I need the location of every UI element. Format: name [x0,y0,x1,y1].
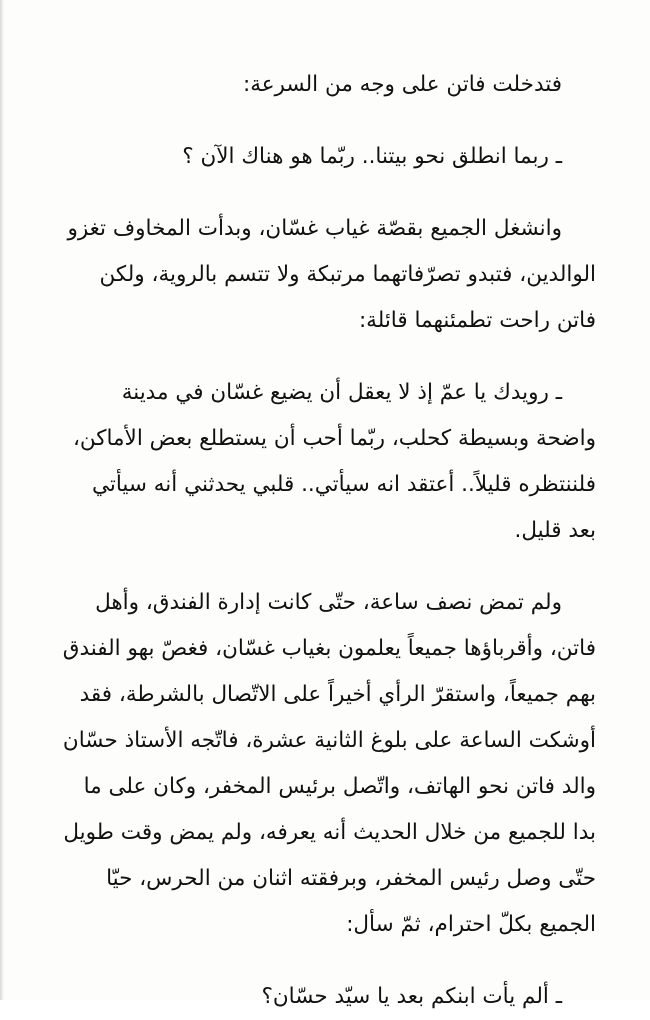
text-line: واضحة وبسيطة كحلب، ربّما أحب أن يستطلع بعض الأماكن، [72,426,596,451]
paragraph-4 [44,370,596,554]
text-line: بدا للجميع من خلال الحديث أنه يعرفه، ولم يمض وقت طويل [63,820,596,845]
text-line: فتدخلت فاتن على وجه من السرعة: [242,72,562,97]
text-line: الوالدين، فتبدو تصرّفاتهما مرتبكة ولا تتسم بالروية، ولكن [99,262,596,287]
text-line: فاتن، وأقرباؤها جميعاً يعلمون بغياب غسّان، فغصّ بهو الفندق [62,636,596,661]
paragraph-2 [44,134,596,180]
text-line: ـ ألم يأت ابنكم بعد يا سيّد حسّان؟ [261,984,562,1009]
text-line: فاتن راحت تطمئنهما قائلة: [358,308,596,333]
text-line: بعد قليل. [514,518,596,543]
paragraph-5 [44,580,596,948]
text-line: الجميع بكلّ احترام، ثمّ سأل: [346,912,596,937]
paragraph-1 [44,62,596,108]
text-line: والد فاتن نحو الهاتف، واتّصل برئيس المخفر، وكان على ما [83,774,596,799]
text-line: ـ ربما انطلق نحو بيتنا.. ربّما هو هناك الآن ؟ [182,144,562,169]
body-text [44,62,596,1020]
text-line: فلننتظره قليلاً.. أعتقد انه سيأتي.. قلبي يحدثني أنه سيأتي [91,472,596,497]
page-edge-shadow [0,0,4,1000]
text-line: ـ رويدك يا عمّ إذ لا يعقل أن يضيع غسّان في مدينة [121,380,562,405]
paragraph-6 [44,974,596,1020]
text-line: ولم تمض نصف ساعة، حتّى كانت إدارة الفندق، وأهل [95,590,562,615]
text-line: بهم جميعاً، واستقرّ الرأي أخيراً على الاتّصال بالشرطة، فقد [79,682,596,707]
text-line: أوشكت الساعة على بلوغ الثانية عشرة، فاتّجه الأستاذ حسّان [62,728,596,753]
text-line: حتّى وصل رئيس المخفر، وبرفقته اثنان من الحرس، حيّا [106,866,596,891]
paragraph-3 [44,206,596,344]
text-line: وانشغل الجميع بقصّة غياب غسّان، وبدأت المخاوف تغزو [67,216,562,241]
